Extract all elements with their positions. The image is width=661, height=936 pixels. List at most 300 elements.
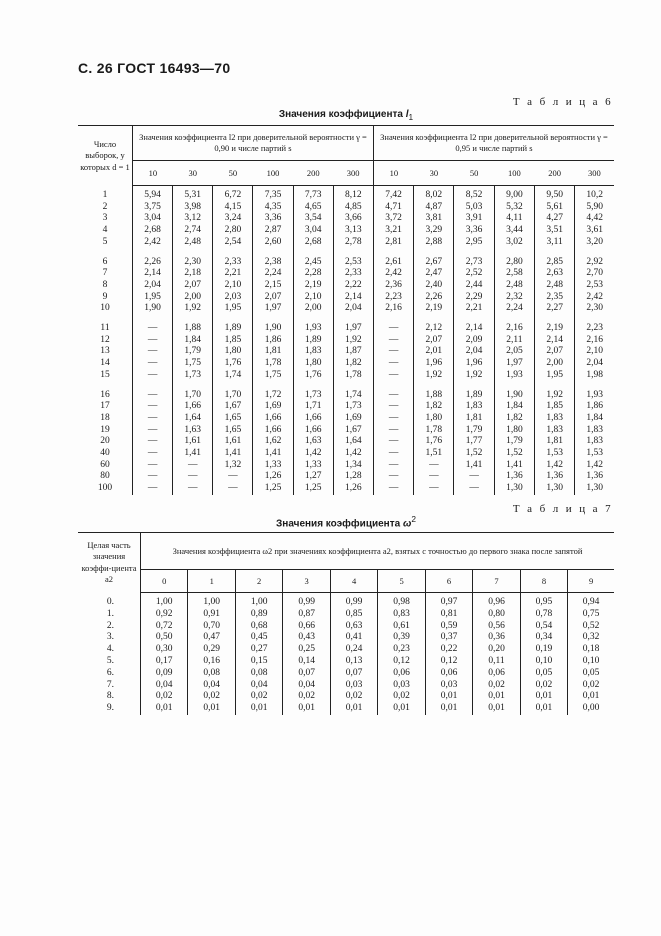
table-cell: 1,92: [414, 370, 454, 382]
row-label: 7: [102, 268, 108, 279]
table-cell: 1,82: [414, 401, 454, 413]
table-cell: 1,82: [333, 358, 373, 370]
table-cell: 1,96: [414, 358, 454, 370]
row-label: 12: [100, 334, 110, 345]
table-cell: 1,42: [293, 448, 333, 460]
table-cell: 0,08: [188, 668, 235, 680]
table-cell: —: [373, 401, 413, 413]
row-label: 20: [100, 436, 110, 447]
table-cell: 2,63: [535, 268, 575, 280]
table-cell: 2,27: [535, 303, 575, 315]
table-cell: 0,01: [568, 691, 614, 703]
table-cell: 2,42: [133, 237, 173, 249]
table-cell: 2,07: [535, 346, 575, 358]
table-cell: 0,98: [378, 593, 425, 609]
table-cell: 0,02: [235, 691, 282, 703]
table-cell: —: [133, 370, 173, 382]
table-cell: 2,19: [293, 280, 333, 292]
table-cell: 1,69: [333, 413, 373, 425]
table-cell: 2,04: [575, 358, 614, 370]
table-cell: 1,41: [253, 448, 293, 460]
table-cell: 0,02: [520, 680, 567, 692]
table-row: [78, 213, 614, 225]
table-cell: 0,03: [425, 680, 472, 692]
row-label: 18: [100, 412, 110, 423]
table-cell: 1,92: [454, 370, 494, 382]
table-cell: 2,18: [173, 268, 213, 280]
table-cell: 5,61: [535, 202, 575, 214]
table-cell: 0,01: [235, 703, 282, 715]
table-cell: 0,04: [188, 680, 235, 692]
table-cell: 0,85: [330, 609, 377, 621]
table6-s-header: 100: [253, 161, 293, 186]
table-cell: 2,92: [575, 249, 614, 269]
row-label: 3: [102, 213, 108, 224]
table-cell: —: [133, 448, 173, 460]
table-cell: 1,52: [454, 448, 494, 460]
table-cell: 0,01: [425, 691, 472, 703]
table-cell: 1,27: [293, 471, 333, 483]
table7-col-header: 7: [473, 570, 520, 593]
table-cell: 1,67: [213, 401, 253, 413]
table-cell: 0,07: [330, 668, 377, 680]
table-cell: 2,70: [575, 268, 614, 280]
table-cell: 1,87: [333, 346, 373, 358]
table-cell: —: [133, 401, 173, 413]
table-cell: 2,09: [454, 335, 494, 347]
table-cell: 1,26: [333, 483, 373, 495]
table-cell: 1,62: [253, 436, 293, 448]
table-cell: 3,98: [173, 202, 213, 214]
table-cell: 1,61: [173, 436, 213, 448]
table-cell: 1,90: [253, 315, 293, 335]
table-cell: —: [133, 315, 173, 335]
table-cell: 0,09: [141, 668, 188, 680]
table7-col-header: 5: [378, 570, 425, 593]
table-cell: 2,14: [535, 335, 575, 347]
table-cell: 2,60: [253, 237, 293, 249]
row-label: 2.: [106, 620, 114, 631]
table-cell: 2,53: [575, 280, 614, 292]
table-cell: 1,92: [173, 303, 213, 315]
table-row: [78, 280, 614, 292]
table-cell: 0,68: [235, 621, 282, 633]
table-cell: 0,14: [283, 656, 330, 668]
table-cell: 1,28: [333, 471, 373, 483]
table-cell: —: [373, 460, 413, 472]
table-cell: 2,42: [575, 292, 614, 304]
table6-s-header: 200: [535, 161, 575, 186]
table-cell: 1,72: [253, 382, 293, 402]
row-label: 11: [100, 323, 110, 334]
table-row: [78, 225, 614, 237]
table-cell: 2,42: [373, 268, 413, 280]
table7-label: Т а б л и ц а 7: [512, 503, 613, 515]
table-cell: 2,48: [494, 280, 534, 292]
table-cell: 3,44: [494, 225, 534, 237]
table-cell: —: [173, 460, 213, 472]
table-cell: 0,01: [330, 703, 377, 715]
table-cell: 0,61: [378, 621, 425, 633]
table-cell: 2,61: [373, 249, 413, 269]
table-cell: 0,95: [520, 593, 567, 609]
table-cell: 5,94: [133, 186, 173, 202]
table-cell: 2,04: [454, 346, 494, 358]
table-cell: —: [133, 436, 173, 448]
table-cell: 1,61: [213, 436, 253, 448]
table-cell: 0,18: [568, 644, 614, 656]
table-cell: 2,73: [454, 249, 494, 269]
table-cell: 1,83: [535, 413, 575, 425]
table-cell: 8,52: [454, 186, 494, 202]
table-cell: 0,94: [568, 593, 614, 609]
table-cell: 3,02: [494, 237, 534, 249]
table7-col-header: 9: [568, 570, 614, 593]
table-cell: 2,80: [213, 225, 253, 237]
table-cell: 3,21: [373, 225, 413, 237]
table-cell: 0,56: [473, 621, 520, 633]
table-row: [78, 292, 614, 304]
table-cell: 5,03: [454, 202, 494, 214]
table-cell: 0,97: [425, 593, 472, 609]
table-cell: 0,00: [568, 703, 614, 715]
table-cell: 2,29: [454, 292, 494, 304]
table-cell: 0,02: [141, 691, 188, 703]
row-label: 17: [100, 401, 110, 412]
table-row: [78, 668, 614, 680]
table-cell: 1,51: [414, 448, 454, 460]
table6-s-header: 300: [575, 161, 614, 186]
table-cell: 0,70: [188, 621, 235, 633]
table-cell: 7,35: [253, 186, 293, 202]
table-cell: 0,89: [235, 609, 282, 621]
table-cell: 3,04: [293, 225, 333, 237]
table-cell: 1,85: [535, 401, 575, 413]
table-cell: 1,53: [575, 448, 614, 460]
table-cell: 0,01: [520, 703, 567, 715]
table-cell: —: [213, 483, 253, 495]
table-cell: 1,32: [213, 460, 253, 472]
table-cell: 7,42: [373, 186, 413, 202]
table-cell: —: [373, 483, 413, 495]
table-cell: 2,24: [253, 268, 293, 280]
table-row: [78, 483, 614, 495]
table-cell: 1,88: [414, 382, 454, 402]
table-cell: 0,91: [188, 609, 235, 621]
table-cell: 2,01: [414, 346, 454, 358]
table-cell: 5,31: [173, 186, 213, 202]
table-cell: —: [133, 335, 173, 347]
table-cell: 5,90: [575, 202, 614, 214]
table6-group1-header: Значения коэффициента l2 при доверительной вероятности γ = 0,90 и числе партий s: [133, 126, 374, 161]
table6-title: Значения коэффициента $l_1$: [278, 109, 414, 122]
table-row: [78, 448, 614, 460]
table-cell: 1,82: [494, 413, 534, 425]
table-cell: 1,25: [253, 483, 293, 495]
row-label: 7.: [106, 679, 114, 690]
table-cell: 2,32: [494, 292, 534, 304]
table-cell: 1,41: [454, 460, 494, 472]
table-cell: 0,78: [520, 609, 567, 621]
table-cell: —: [133, 382, 173, 402]
table-cell: 1,71: [293, 401, 333, 413]
table7-title: Значения коэффициента $\omega^2$: [276, 514, 416, 530]
table-cell: 1,81: [535, 436, 575, 448]
table-cell: 0,32: [568, 632, 614, 644]
table-cell: 1,95: [535, 370, 575, 382]
table7: [78, 532, 614, 715]
table7-col-header: 8: [520, 570, 567, 593]
table-cell: 1,42: [575, 460, 614, 472]
table-cell: 1,41: [173, 448, 213, 460]
table-cell: 0,66: [283, 621, 330, 633]
table-cell: 3,51: [535, 225, 575, 237]
table-cell: 4,42: [575, 213, 614, 225]
table-cell: 2,12: [414, 315, 454, 335]
table-cell: 2,44: [454, 280, 494, 292]
table-cell: 1,77: [454, 436, 494, 448]
row-label: 15: [100, 369, 110, 380]
table-row: [78, 268, 614, 280]
table-cell: 2,30: [173, 249, 213, 269]
table-cell: 0,50: [141, 632, 188, 644]
table-cell: 2,10: [575, 346, 614, 358]
table-cell: 1,63: [293, 436, 333, 448]
row-label: 60: [100, 459, 110, 470]
table-cell: 1,75: [253, 370, 293, 382]
table-cell: 1,97: [333, 315, 373, 335]
table-cell: 0,30: [141, 644, 188, 656]
row-label: 6: [102, 256, 108, 267]
table-cell: 1,95: [133, 292, 173, 304]
table-cell: 1,66: [253, 413, 293, 425]
table-cell: 3,13: [333, 225, 373, 237]
table6-s-header: 100: [494, 161, 534, 186]
table-cell: 0,45: [235, 632, 282, 644]
table-cell: 3,29: [414, 225, 454, 237]
table-cell: 1,74: [333, 382, 373, 402]
table-cell: 0,06: [473, 668, 520, 680]
table-cell: 0,41: [330, 632, 377, 644]
table-cell: 0,47: [188, 632, 235, 644]
table-cell: 0,12: [425, 656, 472, 668]
table-cell: 1,36: [494, 471, 534, 483]
table-cell: 1,85: [213, 335, 253, 347]
table-cell: —: [133, 471, 173, 483]
table-cell: 0,36: [473, 632, 520, 644]
table7-group-header: Значения коэффициента ω2 при значениях коэффициента a2, взятых с точностью до первого знака после запятой: [141, 533, 615, 570]
table-cell: —: [373, 425, 413, 437]
table-cell: 1,67: [333, 425, 373, 437]
table-cell: 1,52: [494, 448, 534, 460]
table-cell: 0,02: [283, 691, 330, 703]
table-cell: —: [373, 382, 413, 402]
table-row: [78, 436, 614, 448]
table-row: [78, 656, 614, 668]
table-cell: 2,67: [414, 249, 454, 269]
table-cell: 1,00: [235, 593, 282, 609]
table-cell: 2,07: [173, 280, 213, 292]
table-cell: 4,71: [373, 202, 413, 214]
table-cell: 1,84: [575, 413, 614, 425]
table6-s-header: 10: [373, 161, 413, 186]
table-row: [78, 593, 614, 609]
table-cell: 3,72: [373, 213, 413, 225]
table-cell: 0,01: [378, 703, 425, 715]
table-cell: 3,75: [133, 202, 173, 214]
row-label: 0.: [106, 596, 114, 607]
table-cell: 1,33: [293, 460, 333, 472]
table-row: [78, 609, 614, 621]
table-cell: 1,64: [173, 413, 213, 425]
table-cell: 1,83: [575, 436, 614, 448]
table-cell: 0,75: [568, 609, 614, 621]
table-cell: 1,89: [213, 315, 253, 335]
row-label: 40: [100, 448, 110, 459]
table-cell: 1,79: [173, 346, 213, 358]
table6-s-header: 30: [414, 161, 454, 186]
table7-col-header: 6: [425, 570, 472, 593]
table-cell: 1,80: [293, 358, 333, 370]
table-cell: 0,04: [141, 680, 188, 692]
table-cell: —: [133, 483, 173, 495]
table-cell: 2,23: [373, 292, 413, 304]
table-row: [78, 691, 614, 703]
table-cell: —: [213, 471, 253, 483]
table-cell: 1,00: [141, 593, 188, 609]
table-cell: 0,83: [378, 609, 425, 621]
table-cell: 2,00: [535, 358, 575, 370]
table-cell: 0,87: [283, 609, 330, 621]
row-label: 2: [102, 201, 108, 212]
table-cell: 1,83: [293, 346, 333, 358]
table-cell: 1,70: [213, 382, 253, 402]
table6-s-header: 50: [454, 161, 494, 186]
table-cell: —: [373, 471, 413, 483]
table-cell: 0,13: [330, 656, 377, 668]
table-cell: 3,91: [454, 213, 494, 225]
table-cell: 0,19: [520, 644, 567, 656]
table-cell: 2,14: [133, 268, 173, 280]
table-cell: 0,92: [141, 609, 188, 621]
table6-label: Т а б л и ц а 6: [512, 96, 613, 108]
table-cell: 3,54: [293, 213, 333, 225]
table-cell: —: [373, 358, 413, 370]
table-row: [78, 621, 614, 633]
table-cell: 0,04: [283, 680, 330, 692]
table-cell: 2,16: [494, 315, 534, 335]
table-cell: 1,41: [213, 448, 253, 460]
table-row: [78, 186, 614, 202]
table-cell: 1,26: [253, 471, 293, 483]
table-cell: 0,63: [330, 621, 377, 633]
table-cell: 2,26: [133, 249, 173, 269]
table-cell: 2,16: [373, 303, 413, 315]
table-row: [78, 425, 614, 437]
table-cell: 2,10: [293, 292, 333, 304]
table-cell: 2,22: [333, 280, 373, 292]
page-header: С. 26 ГОСТ 16493—70: [78, 60, 231, 76]
row-label: 6.: [106, 667, 114, 678]
table-cell: 1,93: [293, 315, 333, 335]
table-row: [78, 335, 614, 347]
table6-s-header: 30: [173, 161, 213, 186]
table-cell: 0,43: [283, 632, 330, 644]
table-cell: 4,35: [253, 202, 293, 214]
table-cell: 1,41: [494, 460, 534, 472]
table-cell: 0,02: [473, 680, 520, 692]
table-cell: 2,07: [253, 292, 293, 304]
table-cell: 9,50: [535, 186, 575, 202]
row-label: 5.: [106, 655, 114, 666]
table7-col-header: 2: [235, 570, 282, 593]
table-cell: 1,93: [575, 382, 614, 402]
table6-s-header: 300: [333, 161, 373, 186]
table-cell: 0,01: [283, 703, 330, 715]
row-label: 9.: [106, 703, 114, 714]
table-cell: 2,21: [213, 268, 253, 280]
table-cell: 1,88: [173, 315, 213, 335]
table-cell: 1,64: [333, 436, 373, 448]
table-cell: 1,80: [213, 346, 253, 358]
table-cell: 1,00: [188, 593, 235, 609]
table-cell: 2,85: [535, 249, 575, 269]
table-cell: 4,65: [293, 202, 333, 214]
row-label: 80: [100, 471, 110, 482]
table-cell: —: [173, 471, 213, 483]
row-label: 10: [100, 303, 110, 314]
row-label: 13: [100, 346, 110, 357]
table-cell: 2,52: [454, 268, 494, 280]
table-cell: 0,12: [378, 656, 425, 668]
table-cell: 0,29: [188, 644, 235, 656]
table-cell: 5,32: [494, 202, 534, 214]
table-cell: —: [454, 471, 494, 483]
table-cell: 1,89: [293, 335, 333, 347]
table-cell: 1,30: [535, 483, 575, 495]
table-cell: 0,25: [283, 644, 330, 656]
table-cell: 2,30: [575, 303, 614, 315]
table-cell: 8,02: [414, 186, 454, 202]
table-cell: 1,96: [454, 358, 494, 370]
table-cell: 1,90: [133, 303, 173, 315]
table-cell: 0,17: [141, 656, 188, 668]
table-cell: 2,68: [133, 225, 173, 237]
table-cell: 1,79: [454, 425, 494, 437]
table-row: [78, 237, 614, 249]
table-cell: 2,04: [333, 303, 373, 315]
row-label: 9: [102, 291, 108, 302]
table-cell: 0,10: [568, 656, 614, 668]
table-cell: 0,10: [520, 656, 567, 668]
table-cell: 0,81: [425, 609, 472, 621]
table-cell: 2,87: [253, 225, 293, 237]
table-cell: 1,74: [213, 370, 253, 382]
table-cell: 0,39: [378, 632, 425, 644]
table-row: [78, 413, 614, 425]
table-cell: —: [414, 483, 454, 495]
table-cell: 0,06: [378, 668, 425, 680]
table6-group2-header: Значения коэффициента l2 при доверительной вероятности γ = 0,95 и числе партий s: [373, 126, 614, 161]
table6-s-header: 200: [293, 161, 333, 186]
table-cell: 0,20: [473, 644, 520, 656]
table-cell: 1,63: [173, 425, 213, 437]
table-cell: 0,02: [330, 691, 377, 703]
table-cell: 0,02: [188, 691, 235, 703]
table-cell: 2,38: [253, 249, 293, 269]
table-cell: 2,80: [494, 249, 534, 269]
table-cell: 1,65: [213, 425, 253, 437]
